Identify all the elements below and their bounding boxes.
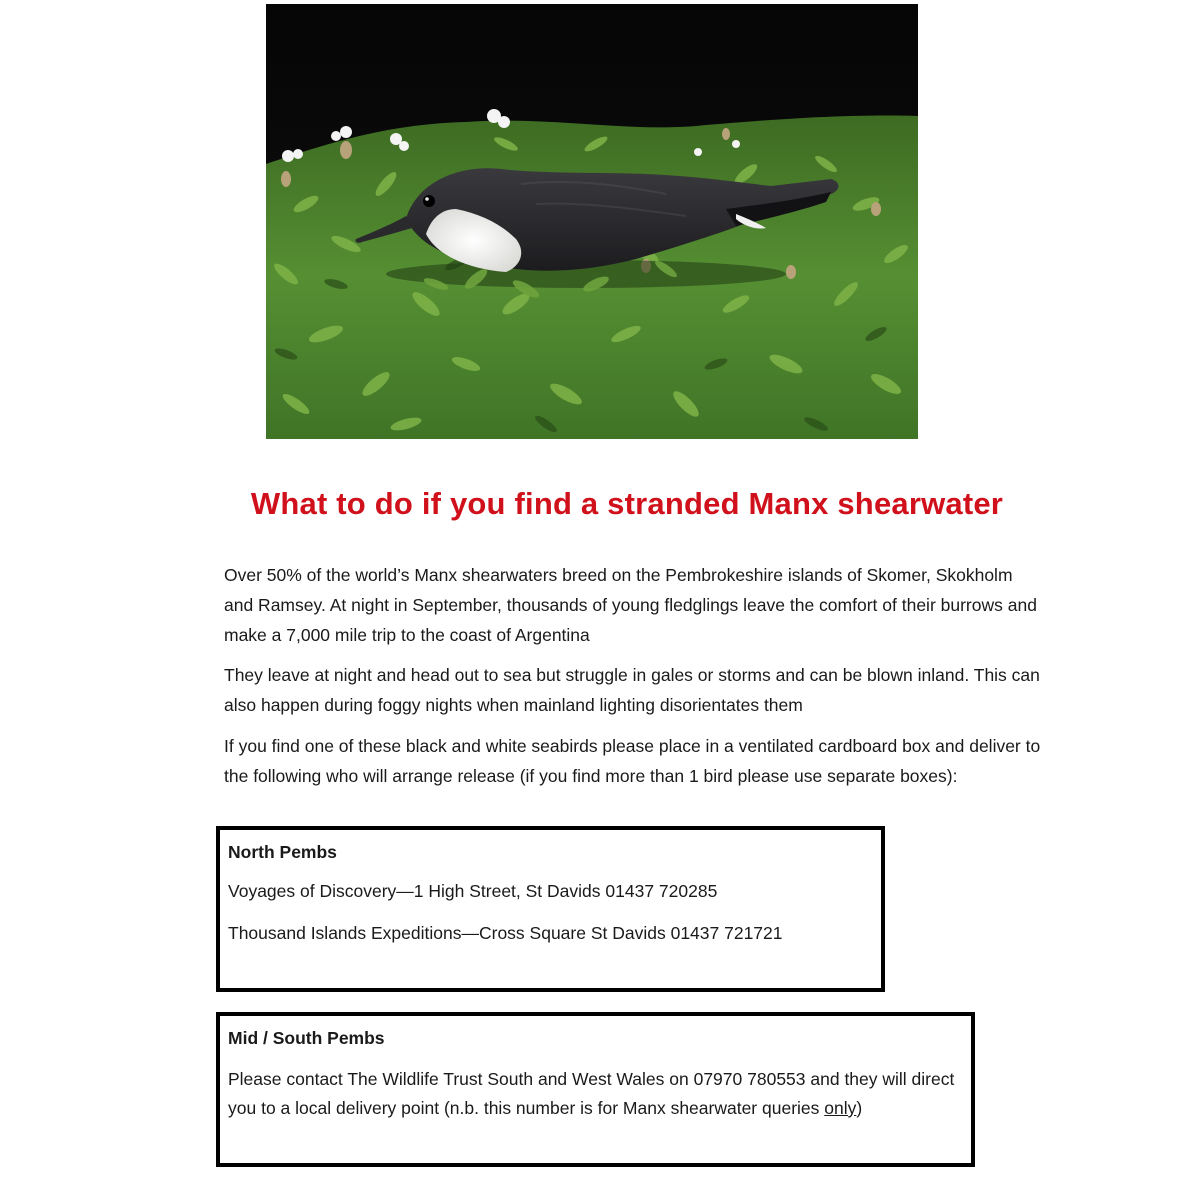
intro-paragraph: Over 50% of the world’s Manx shearwaters breed on the Pembrokeshire islands of Skomer, Skokholm and Ramsey. At night in September, thousands of young fledglings leave the comfort of their burrows and make a 7,000 mile trip to the coast of Argentina xyxy=(224,565,1037,645)
instructions-paragraph: If you find one of these black and white seabirds please place in a ventilated cardboard box and deliver to the following who will arrange release (if you find more than 1 bird please use separate boxes): xyxy=(224,736,1041,786)
page-headline: What to do if you find a stranded Manx shearwater xyxy=(250,486,1004,521)
only-emphasis: only xyxy=(824,1098,857,1118)
closing-paren: ) xyxy=(856,1098,863,1118)
shearwater-photo xyxy=(266,4,918,439)
voyages-of-discovery-contact: Voyages of Discovery—1 High Street, St Davids 01437 720285 xyxy=(228,881,718,901)
north-pembs-box xyxy=(216,826,885,992)
mid-south-pembs-box xyxy=(216,1012,975,1167)
conditions-paragraph: They leave at night and head out to sea but struggle in gales or storms and can be blown inland. This can also happen during foggy nights when mainland lighting disorientates them xyxy=(224,665,1040,715)
wildlife-trust-contact xyxy=(228,1065,963,1123)
thousand-islands-contact: Thousand Islands Expeditions—Cross Square St Davids 01437 721721 xyxy=(228,923,783,943)
mid-south-pembs-title: Mid / South Pembs xyxy=(228,1028,385,1048)
north-pembs-title: North Pembs xyxy=(228,842,337,862)
wildlife-trust-text: Please contact The Wildlife Trust South and West Wales on 07970 780553 and they will direct you to a local delivery point (n.b. this number is for Manx shearwater queries xyxy=(228,1069,955,1118)
